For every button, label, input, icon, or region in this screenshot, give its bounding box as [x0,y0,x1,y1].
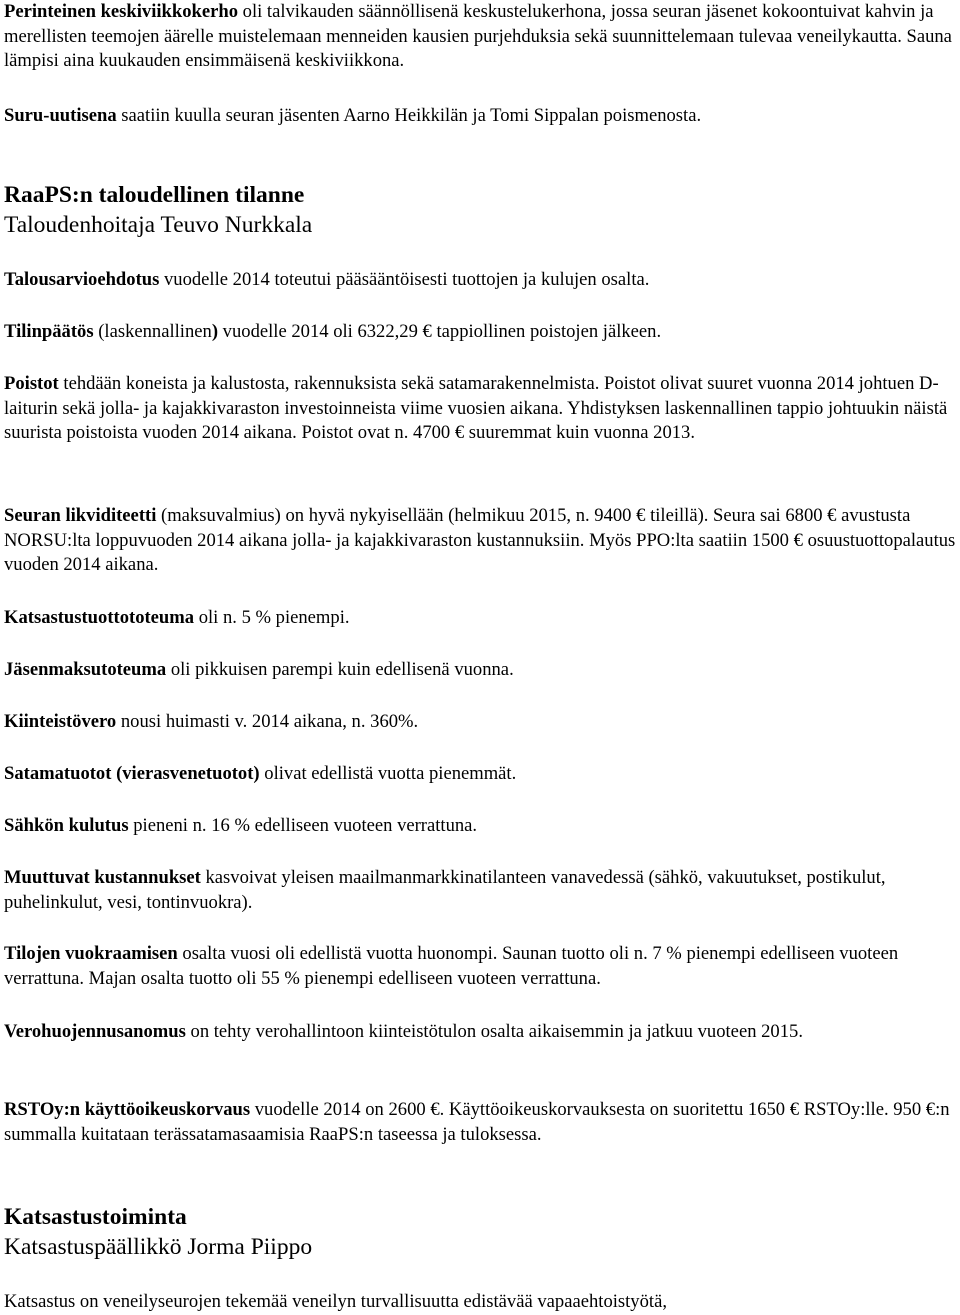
section-subheading-inspection: Katsastuspäällikkö Jorma Piippo [4,1234,313,1260]
paragraph-rstoy-korvaus [4,1098,958,1147]
paragraph-body: kasvoivat yleisen maailmanmarkkinatilanteen vanavedessä (sähkö, vakuutukset, postikulut, puhelinkulut, vesi, tontinvuokra). [4,867,886,913]
paragraph-suru-uutisena [4,104,958,129]
section-heading-finance: RaaPS:n taloudellinen tilanne [4,182,305,208]
paragraph-lead: Sähkön kulutus [4,815,129,836]
paragraph-verohuojennusanomus [4,1020,958,1045]
paragraph-lead: Jäsenmaksutoteuma [4,659,167,680]
paragraph-katsastustuotto [4,606,958,631]
paragraph-body: olivat edellistä vuotta pienemmät. [259,763,517,784]
paragraph-body: vuodelle 2014 on 2600 €. Käyttöoikeuskorvauksesta on suoritettu 1650 € RSTOy:lle. 950 €:n summalla kuitataan terässatamasaamisia RaaPS:n taseessa ja tuloksessa. [4,1099,950,1145]
paragraph-body: tehdään koneista ja kalustosta, rakennuksista sekä satamarakennelmista. Poistot olivat suuret vuonna 2014 johtuen D-laiturin sekä jolla- ja kajakkivaraston investoinneista viime vuosien aikana. Yhdistyksen laskennallinen tappio johtuukin näistä suurista poistoista vuoden 2014 aikana. Poistot ovat n. 4700 € suuremmat kuin vuonna 2013. [4,373,948,443]
paragraph-lead: Verohuojennusanomus [4,1021,186,1042]
paragraph-lead: Kiinteistövero [4,711,117,732]
paragraph-kiinteistovero [4,710,958,735]
paragraph-body: saatiin kuulla seuran jäsenten Aarno Heikkilän ja Tomi Sippalan poismenosta. [116,105,702,126]
paragraph-muuttuvat-kustannukset [4,866,958,915]
paragraph-talousarvioehdotus [4,268,958,293]
paragraph-body: oli n. 5 % pienempi. [194,607,350,628]
paragraph-lead: Suru-uutisena [4,105,117,126]
paragraph-body: oli pikkuisen parempi kuin edellisenä vuonna. [166,659,514,680]
paragraph-body-tail: vuodelle 2014 oli 6322,29 € tappiollinen poistojen jälkeen. [218,321,662,342]
paragraph-bold-paren: ) [211,321,219,342]
paragraph-lead: Tilinpäätös [4,321,94,342]
paragraph-lead: RSTOy:n käyttöoikeuskorvaus [4,1099,251,1120]
paragraph-lead: Tilojen vuokraamisen [4,943,178,964]
paragraph-tilojen-vuokraaminen [4,942,958,991]
paragraph-lead: Talousarvioehdotus [4,269,160,290]
paragraph-body: nousi huimasti v. 2014 aikana, n. 360%. [116,711,419,732]
paragraph-jasenmaksutoteuma [4,658,958,683]
section-heading-inspection: Katsastustoiminta [4,1204,187,1230]
paragraph-poistot [4,372,958,446]
paragraph-body: pieneni n. 16 % edelliseen vuoteen verrattuna. [128,815,478,836]
paragraph-body: on tehty verohallintoon kiinteistötulon osalta aikaisemmin ja jatkuu vuoteen 2015. [185,1021,803,1042]
paragraph-lead: Perinteinen keskiviikkokerho [4,1,238,22]
paragraph-likviditeetti [4,504,958,578]
paragraph-body: vuodelle 2014 toteutui pääsääntöisesti tuottojen ja kulujen osalta. [159,269,650,290]
paragraph-body: oli talvikauden säännöllisenä keskustelukerhona, jossa seuran jäsenet kokoontuivat kahvin ja merellisten teemojen äärelle muistelemaan menneiden kausien purjehduksia sekä suunnittelemaan tulevaa veneilykautta. Sauna lämpisi aina kuukauden ensimmäisenä keskiviikkona. [4,1,952,71]
paragraph-lead: Seuran likviditeetti [4,505,157,526]
paragraph-tilinpaatos [4,320,958,345]
paragraph-sahkon-kulutus [4,814,958,839]
paragraph-keskiviikkokerho [4,0,958,74]
paragraph-body: (maksuvalmius) on hyvä nykyisellään (helmikuu 2015, n. 9400 € tileillä). Seura sai 6800 € avustusta NORSU:lta loppuvuoden 2014 aikana jolla- ja kajakkivaraston kustannuksiin. Myös PPO:lta saatiin 1500 € osuustuottopalautus vuoden 2014 aikana. [4,505,956,575]
paragraph-lead: Katsastustuottototeuma [4,607,195,628]
paragraph-lead: Poistot [4,373,59,394]
paragraph-lead: Satamatuotot (vierasvenetuotot) [4,763,260,784]
paragraph-body: Katsastus on veneilyseurojen tekemää veneilyn turvallisuutta edistävää vapaaehtoistyötä, [4,1291,667,1312]
paragraph-body: osalta vuosi oli edellistä vuotta huonompi. Saunan tuotto oli n. 7 % pienempi edelliseen vuoteen verrattuna. Majan osalta tuotto oli 55 % pienempi edelliseen vuoteen verrattuna. [4,943,899,989]
paragraph-satamatuotot [4,762,958,787]
paragraph-body: (laskennallinen [93,321,212,342]
paragraph-lead: Muuttuvat kustannukset [4,867,201,888]
paragraph-katsastus-intro [4,1290,958,1315]
section-subheading-finance: Taloudenhoitaja Teuvo Nurkkala [4,212,313,238]
